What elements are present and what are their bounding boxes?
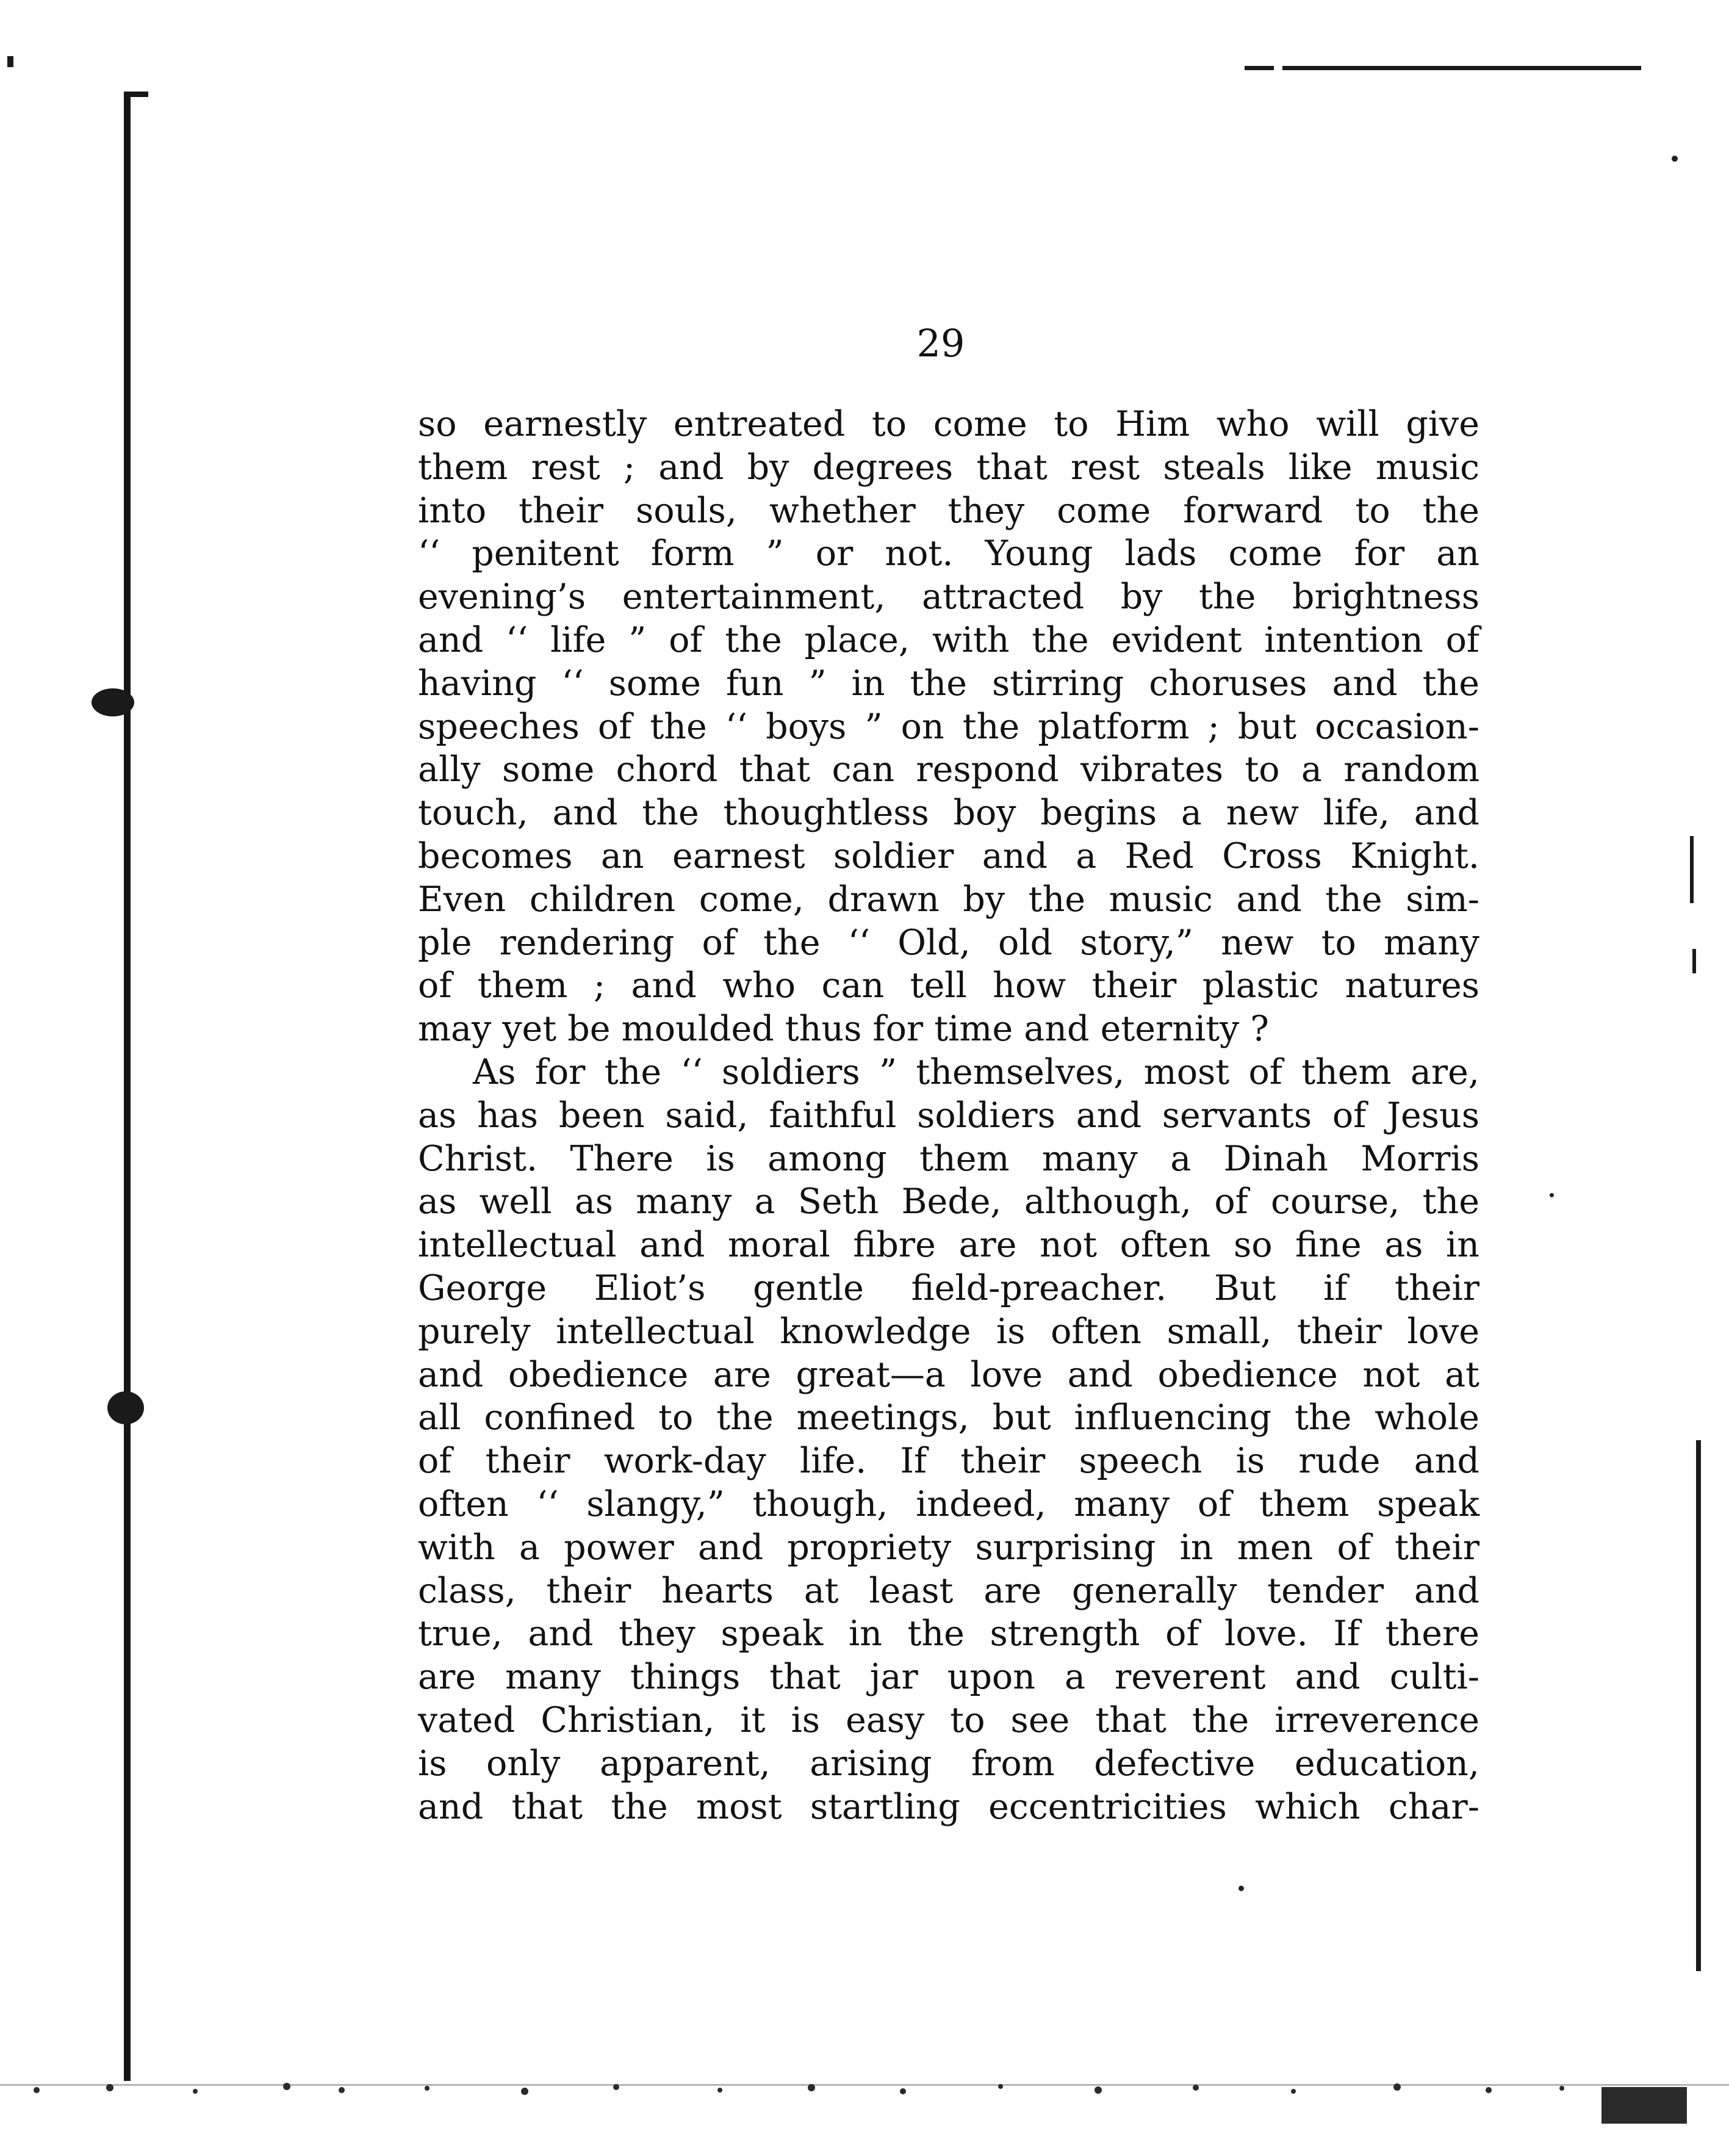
text-line: true, and they speak in the strength of love. If there xyxy=(418,1613,1479,1654)
text-line: ‘‘ penitent form ” or not. Young lads come for an xyxy=(418,533,1479,574)
text-line: is only apparent, arising from defective education, xyxy=(418,1743,1479,1784)
text-line: of them ; and who can tell how their plastic natures xyxy=(418,965,1479,1006)
text-line: George Eliot’s gentle field-preacher. But if their xyxy=(418,1267,1479,1308)
text-line: touch, and the thoughtless boy begins a new life, and xyxy=(418,793,1479,834)
text-line: all confined to the meetings, but influencing the whole xyxy=(418,1397,1479,1438)
text-line: into their souls, whether they come forward to the xyxy=(418,490,1479,531)
text-line: class, their hearts at least are generally tender and xyxy=(418,1570,1479,1611)
text-line: becomes an earnest soldier and a Red Cross Knight. xyxy=(418,835,1479,876)
text-line: purely intellectual knowledge is often small, their love xyxy=(418,1311,1479,1352)
text-line: Even children come, drawn by the music and the sim- xyxy=(418,879,1479,920)
text-line: and that the most startling eccentricities which char- xyxy=(418,1786,1479,1827)
speck xyxy=(1550,1193,1554,1197)
text-line: vated Christian, it is easy to see that the irreverence xyxy=(418,1700,1479,1740)
text-line: and ‘‘ life ” of the place, with the evident intention of xyxy=(418,619,1479,660)
text-line: and obedience are great—a love and obedience not at xyxy=(418,1354,1479,1395)
body-text xyxy=(418,403,1479,1828)
text-line: with a power and propriety surprising in men of their xyxy=(418,1527,1479,1568)
text-line: often ‘‘ slangy,” though, indeed, many of them speak xyxy=(418,1484,1479,1524)
text-line: are many things that jar upon a reverent and culti- xyxy=(418,1657,1479,1698)
page-number: 29 xyxy=(916,321,965,366)
text-line: so earnestly entreated to come to Him who will give xyxy=(418,404,1479,444)
text-line: ally some chord that can respond vibrates to a random xyxy=(418,749,1479,790)
paragraph-start-line: As for the ‘‘ soldiers ” themselves, most of them are, xyxy=(473,1051,1479,1092)
top-edge-rule-gap xyxy=(1274,66,1282,70)
text-line: speeches of the ‘‘ boys ” on the platform ; but occasion- xyxy=(418,706,1479,747)
right-edge-mark xyxy=(1690,836,1694,903)
speck xyxy=(1672,156,1678,162)
binding-stain xyxy=(107,1391,144,1424)
text-line: Christ. There is among them many a Dinah Morris xyxy=(418,1138,1479,1179)
text-line: as has been said, faithful soldiers and servants of Jesus xyxy=(418,1095,1479,1136)
binding-edge-rule xyxy=(124,92,131,2081)
text-line: having ‘‘ some fun ” in the stirring choruses and the xyxy=(418,663,1479,704)
paragraph-end-line: may yet be moulded thus for time and eternity ? xyxy=(418,1009,1269,1050)
text-line: of their work-day life. If their speech is rude and xyxy=(418,1441,1479,1482)
bottom-edge-noise xyxy=(0,2060,1729,2127)
right-edge-rule xyxy=(1696,1440,1701,1971)
text-line: them rest ; and by degrees that rest steals like music xyxy=(418,447,1479,488)
text-line: ple rendering of the ‘‘ Old, old story,” new to many xyxy=(418,922,1479,963)
text-line: evening’s entertainment, attracted by the brightness xyxy=(418,577,1479,618)
top-edge-rule xyxy=(1245,66,1641,70)
text-line: as well as many a Seth Bede, although, of course, the xyxy=(418,1181,1479,1222)
text-line: intellectual and moral fibre are not often so fine as in xyxy=(418,1225,1479,1266)
binding-edge-cap xyxy=(124,92,148,97)
binding-stain xyxy=(92,688,134,716)
right-edge-mark xyxy=(1692,949,1696,973)
speck xyxy=(1238,1886,1244,1891)
corner-speck xyxy=(7,56,13,67)
